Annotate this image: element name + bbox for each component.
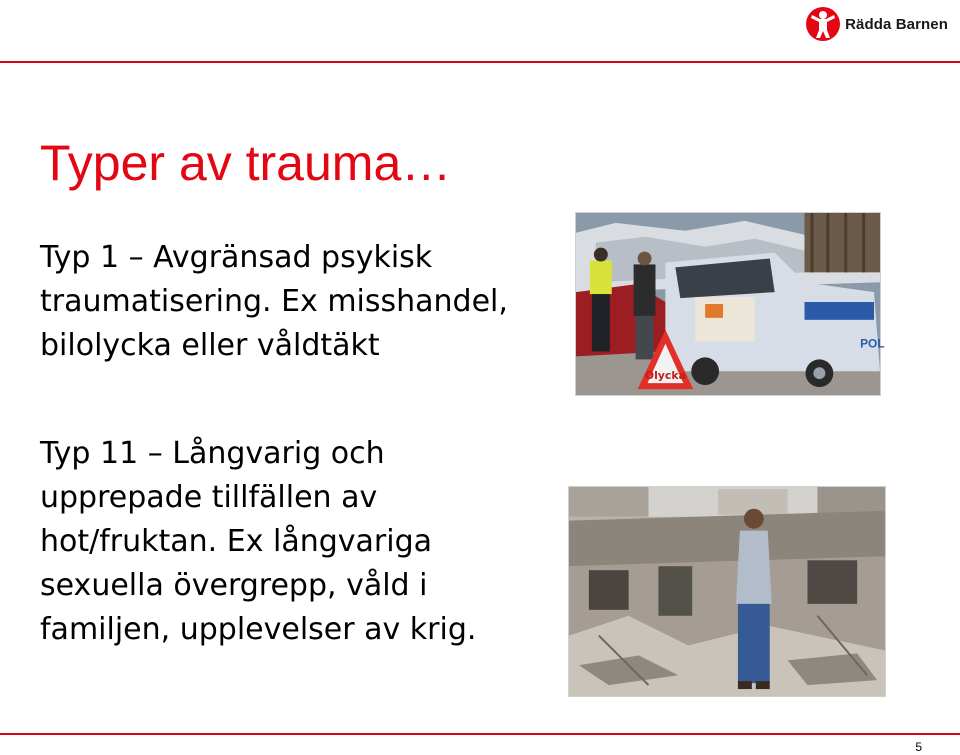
paragraph-line: sexuella övergrepp, våld i xyxy=(40,568,428,603)
rb-logo xyxy=(805,4,948,44)
paragraph-line: hot/fruktan. Ex långvariga xyxy=(40,524,433,559)
footer-rule xyxy=(0,733,960,735)
paragraph-type2 xyxy=(40,432,560,652)
paragraph-type1 xyxy=(40,236,560,368)
war-rubble-photo xyxy=(568,486,886,697)
accident-photo xyxy=(575,212,885,396)
paragraph-line: Typ 11 – Långvarig och xyxy=(40,436,385,471)
olycka-sign-text: Olycka xyxy=(644,369,687,383)
header-rule xyxy=(0,61,960,63)
child-figure-icon xyxy=(805,6,841,42)
page-number: 5 xyxy=(915,740,922,754)
police-text: POL xyxy=(860,336,885,351)
paragraph-line: familjen, upplevelser av krig. xyxy=(40,612,477,647)
paragraph-line: upprepade tillfällen av xyxy=(40,480,378,515)
paragraph-line: traumatisering. Ex misshandel, xyxy=(40,284,508,319)
logo-text: Rädda Barnen xyxy=(845,15,948,33)
slide-title: Typer av trauma… xyxy=(40,135,452,191)
paragraph-line: bilolycka eller våldtäkt xyxy=(40,328,380,363)
paragraph-line: Typ 1 – Avgränsad psykisk xyxy=(40,240,433,275)
